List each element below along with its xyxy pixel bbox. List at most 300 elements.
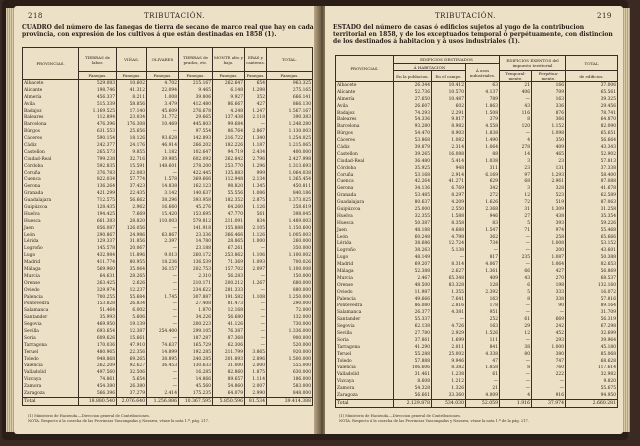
province-name: Zamora <box>23 383 79 390</box>
table-cell: 8.982 <box>432 123 466 130</box>
table-cell: — <box>532 378 566 385</box>
table-cell: 55.337 <box>394 316 432 323</box>
table-cell: 1.182 <box>147 149 179 156</box>
table-row <box>336 303 618 310</box>
table-cell: 1.588 <box>432 213 466 220</box>
table-cell: 33.360 <box>432 392 466 399</box>
table-row <box>336 89 618 96</box>
table-cell: 31.856 <box>117 238 147 245</box>
table-row <box>336 206 618 213</box>
table-cell: 497.560 <box>79 369 117 376</box>
table-cell: 55.556 <box>213 190 245 197</box>
table-cell: 411.774 <box>79 259 117 266</box>
table-cell: 58.400 <box>566 172 618 179</box>
table-row <box>23 128 313 135</box>
province-name: Albacete <box>336 82 394 89</box>
table-cell: 200.212 <box>213 280 245 287</box>
table-cell: 51.464 <box>79 307 117 314</box>
table-cell: 880.000 <box>267 287 313 294</box>
table-cell: 963.325 <box>267 80 313 87</box>
table-cell: 515.339 <box>79 101 117 108</box>
table-cell: 65.561 <box>566 89 618 96</box>
table-cell: 390.383 <box>267 114 313 121</box>
header-total: TOTAL. <box>267 48 313 72</box>
table-cell: 49.666 <box>394 296 432 303</box>
province-name: Zaragoza <box>23 390 79 397</box>
table-cell: 350 <box>532 137 566 144</box>
table-cell: 1.298 <box>245 87 267 94</box>
table-cell: 1.187 <box>245 142 267 149</box>
table-cell: — <box>245 301 267 308</box>
table-cell: 1.082 <box>432 137 466 144</box>
table-row <box>336 296 618 303</box>
province-name: Segovia <box>336 323 394 330</box>
table-cell: 56.662 <box>117 197 147 204</box>
table-row <box>336 172 618 179</box>
table-cell: 45.560 <box>179 383 213 390</box>
table-cell: 67.261 <box>213 245 245 252</box>
header-monte: MONTE alto y bajo. <box>213 48 245 72</box>
table-cell: 198 <box>532 282 566 289</box>
table-cell: — <box>147 301 179 308</box>
table-cell: 4 <box>500 137 532 144</box>
table-cell: 53.868 <box>394 137 432 144</box>
table-cell: 561 <box>245 211 267 218</box>
table-cell: 2.467 <box>394 275 432 282</box>
province-name: Oviedo <box>23 287 79 294</box>
table-cell: 137.438 <box>213 114 245 121</box>
table-cell: 948.868 <box>79 356 117 363</box>
table-cell: 1.100.008 <box>267 266 313 273</box>
table-cell: 12.168 <box>213 307 245 314</box>
table-row <box>336 151 618 158</box>
table-cell: 5.606 <box>117 314 147 321</box>
table-cell: 68.537 <box>566 275 618 282</box>
table-row <box>336 309 618 316</box>
footnotes <box>28 414 308 423</box>
table-cell: 1.489.003 <box>267 218 313 225</box>
table-cell: 60.248 <box>394 234 432 241</box>
table-cell: 136.264 <box>79 183 117 190</box>
table-row <box>23 135 313 142</box>
table-cell: 38.296 <box>147 197 179 204</box>
table-cell: 163 <box>532 96 566 103</box>
table-cell: 14.899 <box>147 349 179 356</box>
table-cell: — <box>245 121 267 128</box>
province-name: Tarragona <box>336 344 394 351</box>
table-cell: 12.237 <box>117 287 147 294</box>
province-name: Madrid <box>23 259 79 266</box>
table-cell: — <box>147 287 179 294</box>
total-cell: 81.534 <box>245 397 267 405</box>
table-cell: 822.034 <box>79 176 117 183</box>
province-name: Ávila <box>336 103 394 110</box>
table-row <box>336 378 618 385</box>
table-cell: 56.283 <box>213 273 245 280</box>
table-title: CUADRO del número de las fanegas de tierra de secano de marco real que hay en cada provincia, con expresión de los cultivos á que están destinadas en 1858 (1). <box>22 24 314 38</box>
table-row <box>336 365 618 372</box>
table-cell: — <box>532 309 566 316</box>
table-row <box>23 287 313 294</box>
table-cell: 98.820 <box>213 183 245 190</box>
table-row <box>336 330 618 337</box>
table-row <box>336 254 618 261</box>
table-cell: 82.090 <box>566 123 618 130</box>
table-cell: 57.774 <box>117 176 147 183</box>
table-cell: 680.000 <box>267 280 313 287</box>
table-cell: 37.423 <box>117 183 147 190</box>
province-name: Toledo <box>23 356 79 363</box>
table-cell: — <box>147 128 179 135</box>
table-cell: 1.293 <box>532 172 566 179</box>
province-name: Barcelona <box>336 123 394 130</box>
table-cell: 266.202 <box>179 142 213 149</box>
table-cell: 56.661 <box>394 392 432 399</box>
table-cell: 12.724 <box>432 240 466 247</box>
table-cell: 102.647 <box>179 149 213 156</box>
table-cell: 2.427.998 <box>267 156 313 163</box>
table-cell: — <box>147 245 179 252</box>
table-cell: 94.719 <box>213 149 245 156</box>
table-cell: 275.165 <box>267 87 313 94</box>
table-cell: 876 <box>532 110 566 117</box>
province-name: Sevilla <box>23 328 79 335</box>
table-row <box>336 103 618 110</box>
table-cell: 1.745 <box>147 294 179 301</box>
table-cell: 39.879 <box>394 144 432 151</box>
table-cell: 1.326 <box>432 385 466 392</box>
table-cell: 15.591 <box>117 163 147 170</box>
province-name: Jaen <box>23 225 79 232</box>
table-row <box>23 149 313 156</box>
table-cell: 211.091 <box>213 218 245 225</box>
table-cell: 198.746 <box>79 87 117 94</box>
table-row <box>336 185 618 192</box>
table-cell: 276.678 <box>179 108 213 115</box>
table-cell: 26.607 <box>394 103 432 110</box>
table-cell: 43.343 <box>566 144 618 151</box>
table-cell: 50.388 <box>566 254 618 261</box>
table-row <box>336 385 618 392</box>
table-cell: 170.036 <box>79 342 117 349</box>
table-row <box>336 337 618 344</box>
province-name: Coruña <box>23 170 79 177</box>
table-row <box>23 321 313 328</box>
table-cell: 56.869 <box>566 268 618 275</box>
table-cell: — <box>245 245 267 252</box>
table-cell: 1.313.693 <box>267 163 313 170</box>
table-cell: 8.211 <box>117 94 147 101</box>
province-name: Vizcaya <box>23 376 79 383</box>
table-cell: 916 <box>532 392 566 399</box>
table-cell: 4.726 <box>432 323 466 330</box>
crops-table <box>22 47 313 406</box>
header-exentos: EDIFICIOS EXENTOS del impuesto territorial <box>500 56 566 71</box>
table-row <box>336 392 618 399</box>
province-name: Huelva <box>336 213 394 220</box>
table-cell: 262.842 <box>213 156 245 163</box>
table-cell: 12.387 <box>117 328 147 335</box>
table-cell: 920.000 <box>267 349 313 356</box>
table-cell: 2.550 <box>432 206 466 213</box>
table-cell: 45.609 <box>147 108 179 115</box>
table-cell: 14 <box>500 151 532 158</box>
table-cell: 82.860 <box>213 369 245 376</box>
table-cell: — <box>245 307 267 314</box>
book-spread <box>2 0 628 440</box>
table-cell: 63 <box>466 82 500 89</box>
table-cell: 150.000 <box>267 273 313 280</box>
header-total: TOTAL <box>566 56 618 71</box>
table-cell: 7.641 <box>432 296 466 303</box>
table-cell: 1.152 <box>532 123 566 130</box>
header-destinados: EDIFICIOS DESTINADOS <box>394 56 500 64</box>
footnote: (1) Ministerio de Hacienda.—Direccion general de Contribuciones. <box>28 414 150 418</box>
province-name: Santander <box>23 314 79 321</box>
table-cell: 67.298 <box>566 323 618 330</box>
table-cell: 2.291 <box>432 110 466 117</box>
table-cell: 999 <box>245 170 267 177</box>
table-cell: 747 <box>532 358 566 365</box>
table-row <box>336 344 618 351</box>
table-cell: 38.263 <box>394 247 432 254</box>
table-cell: 734 <box>466 240 500 247</box>
table-cell: 216.722 <box>213 135 245 142</box>
table-cell: 579.812 <box>179 218 213 225</box>
table-cell: 57.816 <box>566 296 618 303</box>
table-row <box>23 190 313 197</box>
province-name: Castellon <box>336 151 394 158</box>
province-name: Madrid <box>336 261 394 268</box>
table-cell: 240.285 <box>179 356 213 363</box>
table-cell: 22.083 <box>117 170 147 177</box>
table-row <box>23 245 313 252</box>
table-cell: 900.000 <box>267 335 313 342</box>
table-cell: 3.142 <box>147 190 179 197</box>
table-cell: 669 <box>532 316 566 323</box>
table-cell: — <box>432 254 466 261</box>
province-name: León <box>23 232 79 239</box>
table-cell: 157.702 <box>213 266 245 273</box>
table-cell: 8 <box>500 296 532 303</box>
buildings-table <box>335 55 618 408</box>
table-row <box>336 137 618 144</box>
table-row <box>23 314 313 321</box>
table-cell: 83 <box>466 220 500 227</box>
table-cell: 120 <box>500 123 532 130</box>
table-cell: 45.276 <box>179 204 213 211</box>
table-cell: 22.435 <box>117 190 147 197</box>
table-cell: — <box>245 273 267 280</box>
table-cell: 1.500.000 <box>267 356 313 363</box>
table-cell: 52.388 <box>394 268 432 275</box>
table-cell: 4.248 <box>213 108 245 115</box>
total-label: Total <box>23 397 79 405</box>
province-name: Ávila <box>23 101 79 108</box>
table-row <box>23 94 313 101</box>
table-cell: 1.875 <box>245 369 267 376</box>
province-name: Barcelona <box>23 121 79 128</box>
table-cell: 2.310 <box>179 273 213 280</box>
table-cell: 730.000 <box>267 321 313 328</box>
province-name: Lugo <box>336 254 394 261</box>
province-name: Cuenca <box>23 176 79 183</box>
table-cell: 9.817 <box>432 116 466 123</box>
table-cell: 58.856 <box>117 101 147 108</box>
table-cell: — <box>500 303 532 310</box>
table-cell: 366 <box>532 116 566 123</box>
table-cell: 27.650 <box>394 96 432 103</box>
table-row <box>23 252 313 259</box>
table-cell: 362 <box>466 234 500 241</box>
table-cell: 56.664 <box>566 137 618 144</box>
table-cell: 14.780 <box>179 238 213 245</box>
table-row <box>23 218 313 225</box>
province-name: Logroño <box>336 247 394 254</box>
table-cell: 39.806 <box>179 94 213 101</box>
table-cell: 974 <box>532 227 566 234</box>
running-head: TRIBUTACIÓN. <box>435 12 496 20</box>
table-cell: 148.601 <box>147 163 179 170</box>
table-cell: 66 <box>500 268 532 275</box>
table-cell: 26.380 <box>117 383 147 390</box>
table-cell: — <box>147 307 179 314</box>
table-cell: 270 <box>532 275 566 282</box>
table-row <box>23 369 313 376</box>
province-name: Valencia <box>23 363 79 370</box>
table-cell: 29.456 <box>566 103 618 110</box>
table-cell: 68.628 <box>566 358 618 365</box>
table-cell: 85.068 <box>566 351 618 358</box>
table-cell: 52.736 <box>394 89 432 96</box>
table-cell: — <box>500 130 532 137</box>
table-cell: 1.247 <box>245 108 267 115</box>
table-cell: 1.215.065 <box>267 142 313 149</box>
table-cell: 47 <box>466 358 500 365</box>
table-cell: 14.838 <box>147 183 179 190</box>
table-cell: 28.265 <box>117 273 147 280</box>
province-name: Jaen <box>336 227 394 234</box>
table-cell: 62.138 <box>394 323 432 330</box>
table-cell: 52.902 <box>566 151 618 158</box>
table-cell: 54.328 <box>394 385 432 392</box>
table-cell: 445.803 <box>179 121 213 128</box>
table-cell: 21 <box>466 385 500 392</box>
table-cell: 31.709 <box>566 309 618 316</box>
table-cell: 74.293 <box>394 110 432 117</box>
province-name: Sevilla <box>336 330 394 337</box>
table-cell: 39.325 <box>566 96 618 103</box>
table-cell: — <box>245 328 267 335</box>
table-cell: 1.087 <box>532 254 566 261</box>
table-cell: 18.236 <box>147 259 179 266</box>
table-cell: 2.627 <box>432 268 466 275</box>
table-cell: 69.207 <box>394 261 432 268</box>
table-row <box>23 204 313 211</box>
table-cell: 1.567.167 <box>267 108 313 115</box>
table-cell: 450.811 <box>267 183 313 190</box>
table-cell: 583.000 <box>267 383 313 390</box>
table-row <box>23 80 313 87</box>
table-cell: — <box>245 335 267 342</box>
table-cell: 2.896 <box>245 356 267 363</box>
province-name: Salamanca <box>23 307 79 314</box>
table-cell: 126.056 <box>117 225 147 232</box>
page-edge-left <box>6 8 14 432</box>
table-row <box>23 342 313 349</box>
table-cell: 90 <box>532 303 566 310</box>
table-cell: 202.753 <box>179 266 213 273</box>
table-cell: 15.420 <box>147 211 179 218</box>
table-cell: 5 <box>500 220 532 227</box>
table-row <box>23 142 313 149</box>
table-cell: — <box>500 247 532 254</box>
table-cell: 1.296 <box>245 163 267 170</box>
table-row <box>336 275 618 282</box>
table-cell: 23.336 <box>179 232 213 239</box>
table-cell: 465 <box>532 151 566 158</box>
table-cell: 74.861 <box>79 376 117 383</box>
table-cell: 112.948 <box>213 176 245 183</box>
table-row <box>336 289 618 296</box>
table-cell: 834 <box>245 218 267 225</box>
table-cell: 28.865 <box>213 238 245 245</box>
table-cell: 35.925 <box>394 165 432 172</box>
table-cell: 37.861 <box>394 337 432 344</box>
table-cell: — <box>147 314 179 321</box>
header-vinas: VIÑAS. <box>117 48 147 72</box>
table-cell: 693.654 <box>79 328 117 335</box>
table-cell: 39.265 <box>394 151 432 158</box>
table-cell: 153.695 <box>179 211 213 218</box>
table-cell: 142.893 <box>179 135 213 142</box>
table-cell: 1.114 <box>245 376 267 383</box>
table-cell: 2.434 <box>245 149 267 156</box>
total-row <box>23 397 313 405</box>
table-cell: 4.338 <box>466 351 500 358</box>
table-cell: 569.960 <box>79 266 117 273</box>
table-cell: 200.223 <box>179 321 213 328</box>
table-cell: 36.157 <box>147 266 179 273</box>
table-cell: 8.358 <box>432 220 466 227</box>
table-cell: 111 <box>466 337 500 344</box>
table-cell: 1.547 <box>466 227 500 234</box>
table-cell: 438 <box>532 213 566 220</box>
table-row <box>336 158 618 165</box>
table-cell: 34.136 <box>394 185 432 192</box>
table-cell: — <box>500 234 532 241</box>
table-row <box>23 266 313 273</box>
table-cell: 162.123 <box>179 183 213 190</box>
table-cell: 529.083 <box>79 80 117 87</box>
table-cell: 54.470 <box>394 130 432 137</box>
province-name: Pontevedra <box>23 301 79 308</box>
table-cell: 163 <box>466 296 500 303</box>
table-cell: — <box>147 170 179 177</box>
table-cell: 398.045 <box>267 211 313 218</box>
header-habitacion: Á HABITACION <box>394 64 466 71</box>
table-cell: — <box>500 378 532 385</box>
table-cell: 272 <box>466 192 500 199</box>
province-name: Alicante <box>23 87 79 94</box>
table-row <box>23 121 313 128</box>
table-cell: 32.716 <box>117 156 147 163</box>
table-cell: 155.888 <box>213 225 245 232</box>
table-row <box>23 301 313 308</box>
table-cell: 71.369 <box>213 259 245 266</box>
table-cell: 32.699 <box>566 330 618 337</box>
province-name: Alicante <box>336 89 394 96</box>
